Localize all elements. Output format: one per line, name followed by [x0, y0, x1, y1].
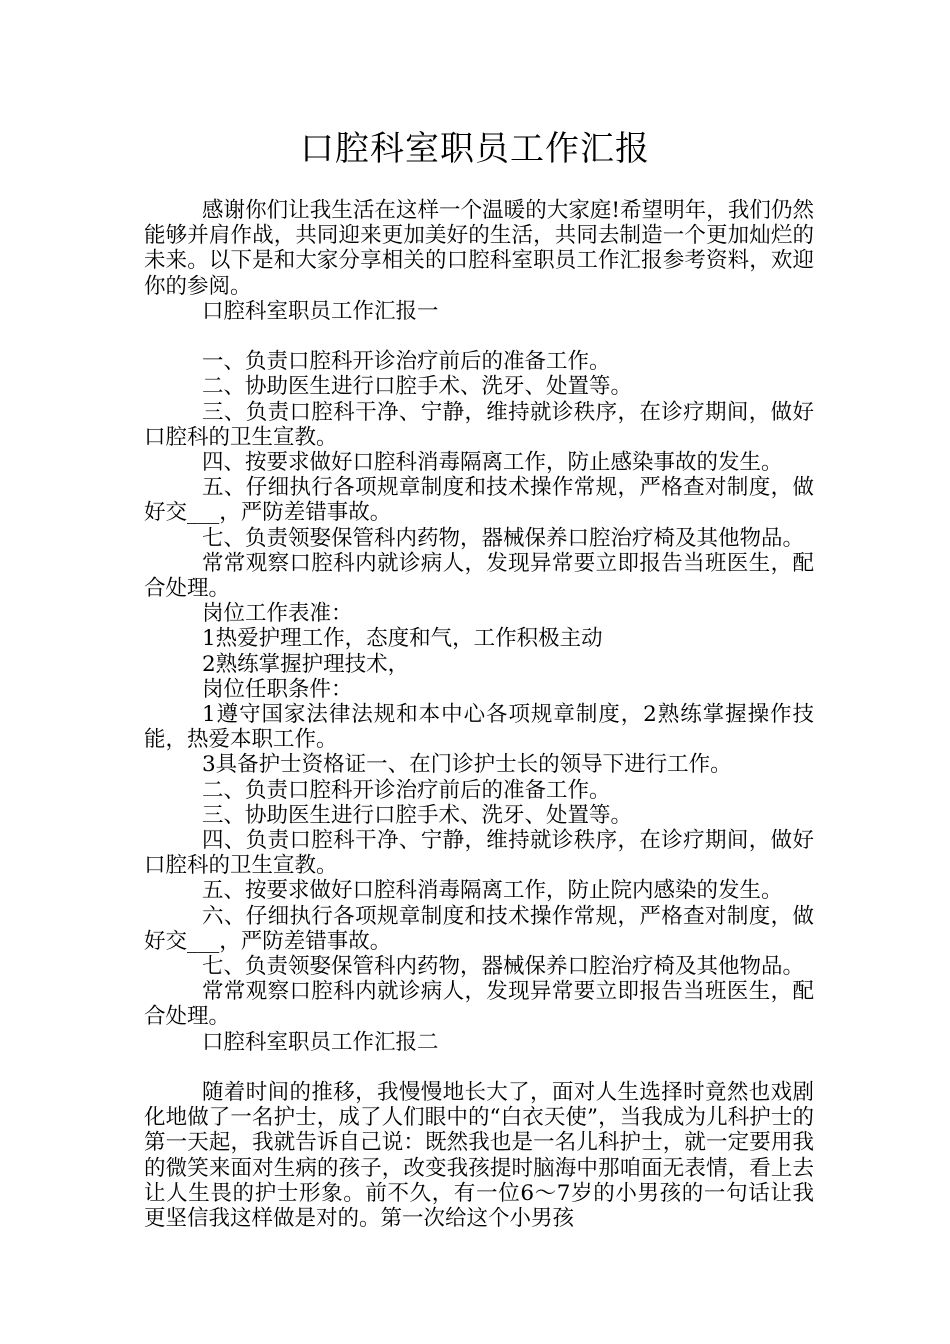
body-paragraph: 二、负责口腔科开诊治疗前后的准备工作。	[202, 777, 611, 803]
body-paragraph: 岗位任职条件：	[202, 676, 353, 702]
body-paragraph: 1遵守国家法律法规和本中心各项规章制度，2熟练掌握操作技能，热爱本职工作。	[144, 702, 814, 753]
body-paragraph: 感谢你们让我生活在这样一个温暖的大家庭!希望明年，我们仍然能够并肩作战，共同迎来更加美好的生活，共同去制造一个更加灿烂的未来。以下是和大家分享相关的口腔科室职员工作汇报参考资料，欢迎你的参阅。	[144, 198, 814, 299]
body-paragraph: 口腔科室职员工作汇报一	[202, 298, 439, 324]
body-paragraph: 常常观察口腔科内就诊病人，发现异常要立即报告当班医生，配合处理。	[144, 979, 814, 1030]
body-paragraph: 3具备护士资格证一、在门诊护士长的领导下进行工作。	[202, 752, 732, 778]
body-paragraph: 二、协助医生进行口腔手术、洗牙、处置等。	[202, 374, 633, 400]
body-paragraph: 七、负责领娶保管科内药物，器械保养口腔治疗椅及其他物品。	[202, 525, 805, 551]
document-title: 口腔科室职员工作汇报	[300, 129, 650, 169]
body-paragraph: 一、负责口腔科开诊治疗前后的准备工作。	[202, 349, 611, 375]
body-paragraph: 七、负责领娶保管科内药物，器械保养口腔治疗椅及其他物品。	[202, 954, 805, 980]
blank-line	[144, 1055, 814, 1080]
body-paragraph: 四、负责口腔科干净、宁静，维持就诊秩序，在诊疗期间，做好口腔科的卫生宣教。	[144, 828, 814, 879]
body-paragraph: 三、负责口腔科干净、宁静，维持就诊秩序，在诊疗期间，做好口腔科的卫生宣教。	[144, 399, 814, 450]
body-paragraph: 口腔科室职员工作汇报二	[202, 1029, 439, 1055]
body-paragraph: 三、协助医生进行口腔手术、洗牙、处置等。	[202, 802, 633, 828]
body-paragraph: 2熟练掌握护理技术，	[202, 651, 410, 677]
document-body	[144, 198, 814, 1231]
body-paragraph: 1热爱护理工作，态度和气，工作积极主动	[202, 626, 603, 652]
blank-line	[144, 324, 814, 349]
body-paragraph: 岗位工作表准：	[202, 601, 353, 627]
body-paragraph: 随着时间的推移，我慢慢地长大了，面对人生选择时竟然也戏剧化地做了一名护士，成了人们眼中的“白衣天使”，当我成为儿科护士的第一天起，我就告诉自己说：既然我也是一名儿科护士，就一定要用我的微笑来面对生病的孩子，改变我孩提时脑海中那咱面无表情，看上去让人生畏的护士形象。前不久，有一位6～7岁的小男孩的一句话让我更坚信我这样做是对的。第一次给这个小男孩	[144, 1080, 814, 1232]
body-paragraph: 五、按要求做好口腔科消毒隔离工作，防止院内感染的发生。	[202, 878, 783, 904]
body-paragraph: 常常观察口腔科内就诊病人，发现异常要立即报告当班医生，配合处理。	[144, 550, 814, 602]
body-paragraph: 六、仔细执行各项规章制度和技术操作常规，严格查对制度，做好交___，严防差错事故。	[144, 903, 814, 954]
body-paragraph: 四、按要求做好口腔科消毒隔离工作，防止感染事故的发生。	[202, 450, 783, 476]
body-paragraph: 五、仔细执行各项规章制度和技术操作常规，严格查对制度，做好交___，严防差错事故。	[144, 475, 814, 526]
